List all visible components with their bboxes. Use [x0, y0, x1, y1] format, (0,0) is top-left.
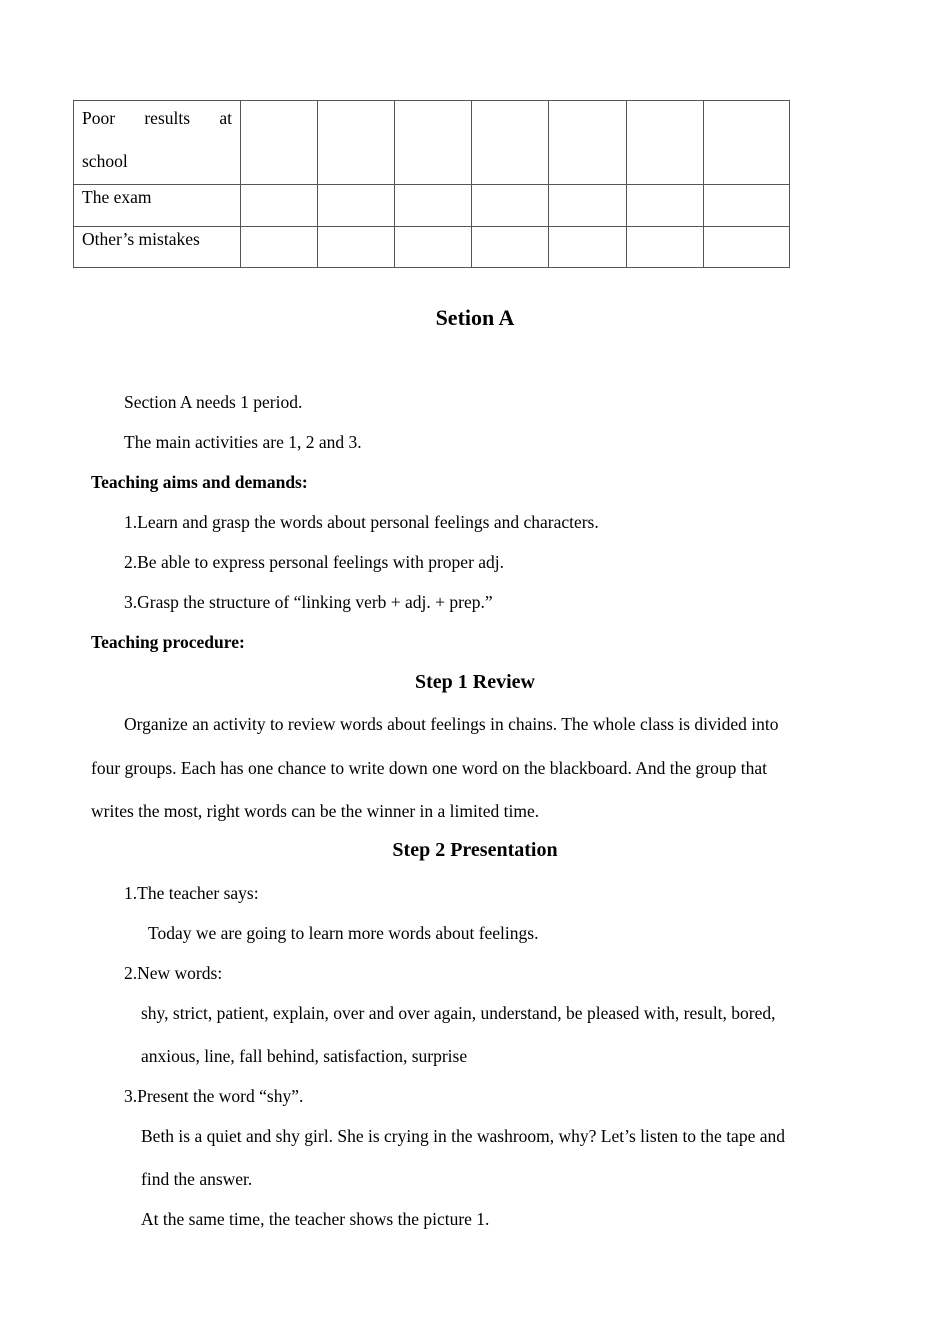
table-cell: [627, 185, 704, 227]
step2-title: Step 2 Presentation: [392, 839, 558, 861]
step2-line: 1.The teacher says:: [124, 883, 259, 903]
table-cell: [241, 101, 318, 185]
aim-item: 2.Be able to express personal feelings with proper adj.: [124, 552, 505, 572]
row-label: The exam: [74, 185, 241, 227]
feelings-table: [73, 100, 790, 268]
table-cell: [549, 185, 627, 227]
procedure-heading: Teaching procedure:: [91, 632, 245, 652]
table-cell: [241, 227, 318, 268]
section-title: Setion A: [435, 305, 515, 330]
step1-line: four groups. Each has one chance to write down one word on the blackboard. And the group that: [91, 758, 767, 778]
aims-heading: Teaching aims and demands:: [91, 472, 308, 492]
table-cell: [318, 101, 395, 185]
row-label: [74, 101, 241, 185]
table-cell: [704, 185, 790, 227]
step2-line: Beth is a quiet and shy girl. She is crying in the washroom, why? Let’s listen to the tape and: [141, 1126, 785, 1146]
table-row: [74, 227, 790, 268]
table-row: [74, 185, 790, 227]
table-cell: [472, 185, 549, 227]
table-cell: [395, 101, 472, 185]
row-label: Other’s mistakes: [74, 227, 241, 268]
table-cell: [627, 101, 704, 185]
table-cell: [472, 227, 549, 268]
step2-line: anxious, line, fall behind, satisfaction, surprise: [141, 1046, 468, 1066]
aim-item: 3.Grasp the structure of “linking verb + adj. + prep.”: [124, 592, 493, 612]
cell-text: school: [82, 151, 128, 171]
step1-title: Step 1 Review: [415, 671, 535, 693]
table-cell: [241, 185, 318, 227]
cell-text: results: [144, 108, 191, 128]
cell-text: at: [219, 108, 232, 128]
table-cell: [549, 101, 627, 185]
table-cell: [395, 185, 472, 227]
step1-line: Organize an activity to review words about feelings in chains. The whole class is divided into: [124, 714, 779, 734]
step2-line: find the answer.: [141, 1169, 253, 1189]
table-cell: [549, 227, 627, 268]
cell-text: Poor: [82, 108, 116, 128]
intro-line: Section A needs 1 period.: [124, 392, 303, 412]
step2-line: Today we are going to learn more words about feelings.: [148, 923, 539, 943]
step2-line: 3.Present the word “shy”.: [124, 1086, 304, 1106]
table-cell: [627, 227, 704, 268]
step2-line: shy, strict, patient, explain, over and over again, understand, be pleased with, result, bored,: [141, 1003, 776, 1023]
table-cell: [395, 227, 472, 268]
table-cell: [318, 227, 395, 268]
step2-line: At the same time, the teacher shows the picture 1.: [141, 1209, 490, 1229]
aim-item: 1.Learn and grasp the words about personal feelings and characters.: [124, 512, 599, 532]
table-cell: [472, 101, 549, 185]
table-cell: [704, 227, 790, 268]
step1-line: writes the most, right words can be the winner in a limited time.: [91, 801, 540, 821]
table-row: [74, 101, 790, 185]
step2-line: 2.New words:: [124, 963, 223, 983]
table-cell: [318, 185, 395, 227]
table-cell: [704, 101, 790, 185]
intro-line: The main activities are 1, 2 and 3.: [124, 432, 362, 452]
